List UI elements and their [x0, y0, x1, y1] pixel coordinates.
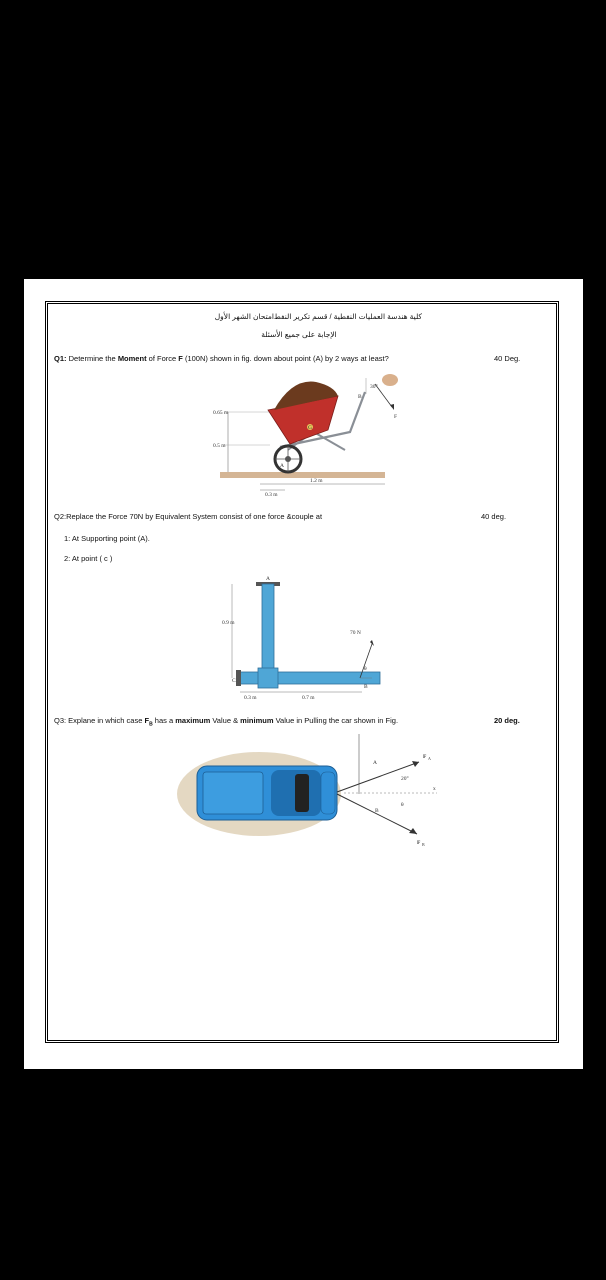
label-theta: θ [364, 666, 367, 672]
label-theta: θ [401, 802, 404, 808]
q1-label: Q1: [54, 354, 67, 363]
wheelbarrow-figure [210, 372, 400, 497]
label-force-f: F [394, 414, 398, 420]
q2-item-1: 1: At Supporting point (A). [64, 534, 150, 543]
label-point-b: B [358, 394, 362, 400]
label-x-axis: x [433, 786, 436, 792]
label-point-a: A [280, 463, 284, 469]
label-angle-20: 20° [401, 776, 409, 782]
q1-marks: 40 Deg. [494, 354, 521, 363]
label-dist-03: 0.3 m [265, 492, 278, 498]
exam-paper [24, 279, 583, 1069]
car-figure [179, 734, 439, 847]
header-college-dept: كلية هندسة العمليات النفطية / قسم تكرير النفط [273, 312, 422, 321]
label-force-fa: F [423, 754, 427, 760]
label-point-b: B [364, 684, 368, 690]
label-length-09: 0.9 m [222, 620, 235, 626]
label-height-065: 0.65 m [213, 410, 229, 416]
label-length-03: 0.3 m [244, 695, 257, 701]
label-point-a: A [266, 576, 270, 582]
label-force-70n: 70 N [350, 630, 361, 636]
label-force-fb: F [417, 840, 421, 846]
label-angle-30: 30° [370, 384, 378, 390]
label-force-fb-sub: B [422, 842, 425, 847]
q2-marks: 40 deg. [481, 512, 507, 521]
header-instruction: الإجابة على جميع الأسئلة [261, 330, 337, 339]
label-force-fa-sub: A [428, 756, 431, 761]
header-exam-title: امتحان الشهر الأول [214, 312, 274, 321]
label-center-g: G [308, 425, 312, 431]
label-dist-12: 1.2 m [310, 478, 323, 484]
q2-item-2: 2: At point ( c ) [64, 554, 113, 563]
label-point-c: C [232, 678, 236, 684]
q2-text: Q2:Replace the Force 70N by Equivalent System consist of one force &couple at [54, 512, 323, 521]
pipe-figure [222, 574, 372, 700]
q3-text: Q3: Explane in which case $F_B$ has a maximum Value & minimum Value in Pulling the car shown in Fig. [54, 716, 399, 728]
q1-text: Q1: Determine the Moment of Force F (100N) shown in fig. down about point (A) by 2 ways at least? [54, 354, 389, 363]
label-rope-a: A [373, 760, 377, 766]
label-height-05: 0.5 m [213, 443, 226, 449]
label-rope-b: B [375, 808, 379, 814]
label-length-07: 0.7 m [302, 695, 315, 701]
q3-marks: 20 deg. [494, 716, 520, 725]
